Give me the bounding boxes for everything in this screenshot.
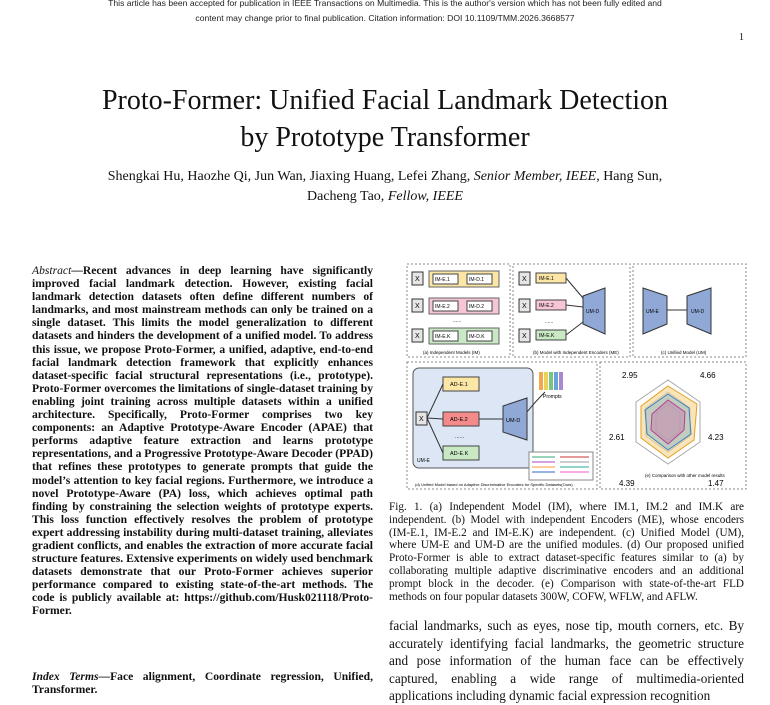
svg-text:4.23: 4.23 <box>708 433 724 442</box>
legend-box <box>529 452 593 480</box>
svg-text:IM-E.K: IM-E.K <box>539 333 555 339</box>
svg-text:IM-D.1: IM-D.1 <box>469 277 484 283</box>
svg-text:2.61: 2.61 <box>609 433 625 442</box>
svg-text:(d) Unified Model based on Ada: (d) Unified Model based on Adaptive Discriminative Encoders for Specific Datasets(Ours) <box>415 482 573 487</box>
svg-text:2.95: 2.95 <box>622 371 638 380</box>
abstract <box>32 264 373 618</box>
authors-role-1: Senior Member, IEEE <box>473 169 597 184</box>
body-text: facial landmarks, such as eyes, nose tip, mouth corners, etc. By accurately identifying facial landmarks, the geometric structure and pose information of the human face can be effectively captured, enabling a wide range of multimedia-oriented applications including dynamic facial expression recognition <box>389 618 744 704</box>
caption-label: Fig. 1. <box>389 501 423 513</box>
svg-text:IM-E.2: IM-E.2 <box>539 303 554 309</box>
figure-caption <box>389 501 744 603</box>
authors-role-2: Fellow, IEEE <box>387 189 463 204</box>
svg-text:1.47: 1.47 <box>708 479 724 488</box>
svg-text:IM-E.1: IM-E.1 <box>539 276 554 282</box>
panel-d <box>413 368 593 487</box>
svg-text:X: X <box>522 333 527 340</box>
abstract-text: —Recent advances in deep learning have significantly improved facial landmark detection. However, existing facial landmark detection datasets often define different numbers of landmarks, and most mainstream methods can only be trained on a single dataset. This limits the model generalization to different datasets and hinders the development of a unified model. To address this issue, we propose Proto-Former, a unified, adaptive, end-to-end facial landmark detection framework that explicitly enhances dataset-specific facial structural representations (i.e., prototype). Proto-Former overcomes the limitations of single-dataset training by enabling joint training across multiple datasets within a unified architecture. Specifically, Proto-Former comprises two key components: an Adaptive Prototype-Aware Encoder (APAE) that performs adaptive feature extraction and learns prototype representations, and a Progressive Prototype-Aware Decoder (PPAD) that refines these prototypes to generate prompts that guide the model’s attention to key facial regions. Furthermore, we introduce a novel Prototype-Aware (PA) loss, which achieves optimal path finding by constraining the selection weights of prototype experts. This loss function effectively resolves the problem of prototype expert addressing instability during multi-dataset training, alleviates gradient conflicts, and enables the extraction of more accurate facial structure features. Extensive experiments on widely used benchmark datasets demonstrate that our Proto-Former achieves superior performance compared to existing state-of-the-art methods. The code is publicly available at: https://github.com/Husk021118/Proto-Former. <box>32 264 373 618</box>
svg-text:IM-E.1: IM-E.1 <box>435 277 450 283</box>
svg-text:Prompts: Prompts <box>543 394 562 400</box>
prompt-bars <box>539 372 563 390</box>
publication-notice-line2: content may change prior to final publication. Citation information: DOI 10.1109/TMM.2026.3668577 <box>195 13 575 23</box>
caption-text: (a) Independent Model (IM), where IM.1, IM.2 and IM.K are independent. (b) Model with independent Encoders (ME), whose encoders (IM-E.1, IM-E.2 and IM-E.K) are independent. (c) Unified Model (UM), where UM-E and UM-D are the unified modules. (d) Our proposed unified Proto-Former is able to extract dataset-specific features similar to (a) by collaborating multiple adaptive discriminative encoders and an additional prompt block in the decoder. (e) Comparison with state-of-the-art FLD methods on four popular datasets 300W, COFW, WFLW, and AFLW. <box>389 501 745 603</box>
svg-text:(c) Unified Model (UM): (c) Unified Model (UM) <box>661 350 707 355</box>
svg-text:X: X <box>522 276 527 283</box>
svg-text:X: X <box>522 303 527 310</box>
svg-text:IM-D.2: IM-D.2 <box>469 304 484 310</box>
paper-title-line2: by Prototype Transformer <box>240 122 530 153</box>
svg-text:UM-D: UM-D <box>586 309 600 315</box>
abstract-label: Abstract <box>32 264 72 277</box>
authors-line1 <box>0 166 770 187</box>
paper-title-line1: Proto-Former: Unified Facial Landmark Detection <box>101 85 669 116</box>
index-terms-label: Index Terms <box>32 670 99 683</box>
authors-names-1: Shengkai Hu, Haozhe Qi, Jun Wan, Jiaxing Huang, Lefei Zhang, <box>107 169 474 184</box>
svg-text:X: X <box>419 416 424 423</box>
svg-text:UM-E: UM-E <box>417 458 430 464</box>
svg-text:X: X <box>415 303 420 310</box>
svg-text:......: ...... <box>545 319 554 325</box>
authors-names-2: Dacheng Tao, <box>307 189 388 204</box>
svg-text:X: X <box>415 333 420 340</box>
authors-line2 <box>0 186 770 207</box>
svg-text:(a) Independent Models (IM): (a) Independent Models (IM) <box>423 350 480 355</box>
index-terms-text: —Face alignment, Coordinate regression, Unified, Transformer. <box>32 670 373 697</box>
svg-text:UM-E: UM-E <box>646 309 659 315</box>
svg-text:IM-E.K: IM-E.K <box>435 334 451 340</box>
svg-text:IM-D.K: IM-D.K <box>469 334 485 340</box>
panel-e-radar <box>609 371 726 488</box>
panel-b <box>519 272 619 355</box>
svg-text:X: X <box>415 276 420 283</box>
svg-text:IM-E.2: IM-E.2 <box>435 304 450 310</box>
publication-notice-line1: This article has been accepted for publication in IEEE Transactions on Multimedia. This is the author's version which has not been fully edited and <box>108 0 662 8</box>
svg-text:AD-E.2: AD-E.2 <box>450 417 468 423</box>
svg-text:(e) Comparison with other mode: (e) Comparison with other model results <box>645 473 725 478</box>
svg-text:......: ...... <box>455 434 465 440</box>
authors-names-1b: , Hang Sun, <box>596 169 663 184</box>
figure-1 <box>405 262 750 492</box>
panel-a <box>412 271 499 355</box>
panel-c <box>643 288 711 355</box>
page-number: 1 <box>739 32 744 43</box>
svg-text:4.39: 4.39 <box>619 479 635 488</box>
svg-text:4.66: 4.66 <box>700 371 716 380</box>
svg-text:UM-D: UM-D <box>506 418 521 424</box>
index-terms <box>32 670 373 696</box>
svg-text:......: ...... <box>453 318 462 324</box>
svg-text:UM-D: UM-D <box>691 309 705 315</box>
svg-text:AD-E.K: AD-E.K <box>450 451 469 457</box>
svg-text:(b) Model with Independent Enc: (b) Model with Independent Encoders (ME) <box>533 350 619 355</box>
svg-text:AD-E.1: AD-E.1 <box>450 382 468 388</box>
